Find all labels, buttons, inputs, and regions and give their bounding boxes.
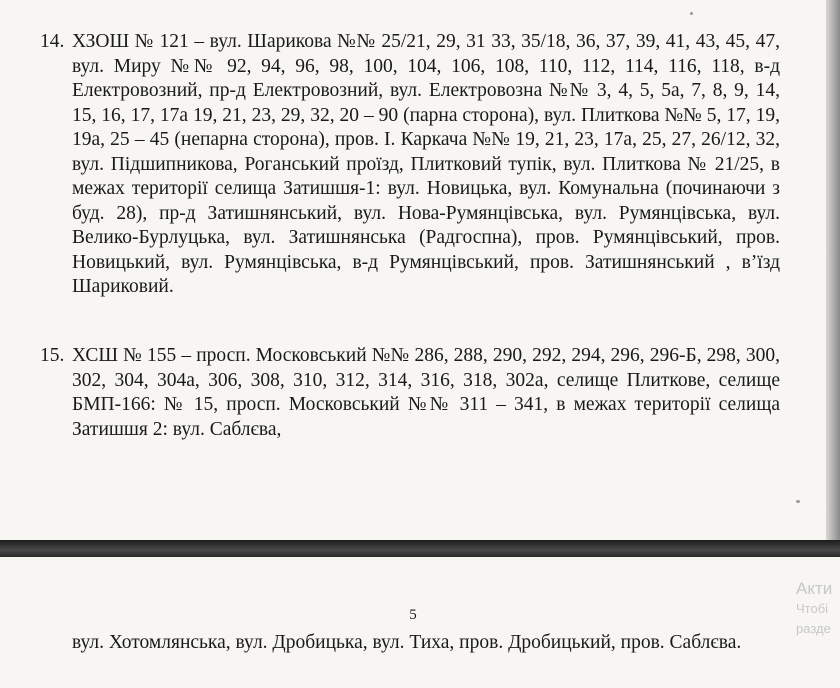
scan-speck xyxy=(690,12,693,15)
list-item-number: 14. xyxy=(40,31,65,52)
list-item-text: ХСШ № 155 – просп. Московський №№ 286, 288, 290, 292, 294, 296, 296-Б, 298, 300, 302, 304, 304а, 306, 308, 310, 312, 314, 316, 318, 302а, селище Плиткове, селище БМП-166: № 15, просп. Московський №№ 311 – 341, в межах території селища Затишшя 2: вул. Саблєва, xyxy=(72,345,780,440)
scan-edge xyxy=(826,0,840,540)
watermark-title: Акти xyxy=(796,579,833,598)
watermark-line: Чтобі xyxy=(796,601,829,616)
continuation-text: вул. Хотомлянська, вул. Дробицька, вул. Тиха, пров. Дробицький, пров. Саблєва. xyxy=(72,632,742,653)
activation-watermark xyxy=(796,579,832,639)
list-item-text: ХЗОШ № 121 – вул. Шарикова №№ 25/21, 29, 31 33, 35/18, 36, 37, 39, 41, 43, 45, 47, вул. Миру №№ 92, 94, 96, 98, 100, 104, 106, 108, 110, 112, 114, 116, 118, в-д Електровозний, пр-д Електровозний, вул. Електровозна №№ 3, 4, 5, 5а, 7, 8, 9, 14, 15, 16, 17, 17а 19, 21, 23, 29, 32, 20 – 90 (парна сторона), вул. Плиткова №№ 5, 17, 19, 19а, 25 – 45 (непарна сторона), пров. І. Каркача №№ 19, 21, 23, 17а, 25, 27, 26/12, 32, вул. Підшипникова, Роганський проїзд, Плитковий тупік, вул. Плиткова № 21/25, в межах території селища Затишшя-1: вул. Новицька, вул. Комунальна (починаючи з буд. 28), пр-д Затишнянський, вул. Нова-Румянцівська, вул. Румянцівська, вул. Велико-Бурлуцька, вул. Затишнянська (Радгоспна), пров. Румянцівський, пров. Новицький, вул. Румянцівська, в-д Румянцівський, пров. Затишнянський , в’їзд Шариковий. xyxy=(72,31,780,297)
list-item xyxy=(40,344,780,442)
list-item xyxy=(40,30,780,300)
page-number: 5 xyxy=(409,607,417,623)
page-divider xyxy=(0,540,840,557)
scan-speck xyxy=(796,500,800,503)
list-item-number: 15. xyxy=(40,345,65,366)
watermark-line: разде xyxy=(796,621,831,636)
